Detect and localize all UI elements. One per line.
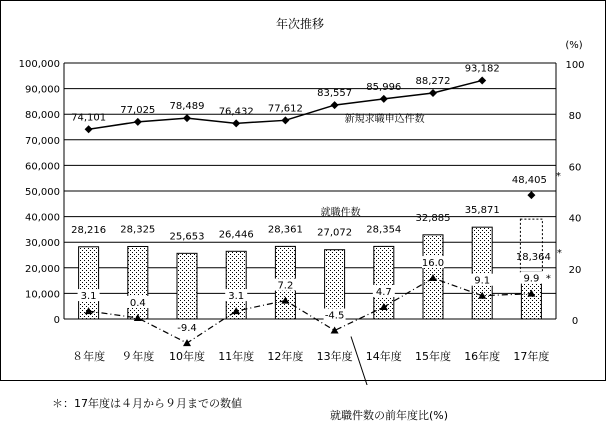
category-label: ９年度 <box>121 350 155 363</box>
bar-value-label: 28,325 <box>120 224 156 236</box>
line-series-name: 新規求職申込件数 <box>344 113 425 125</box>
right-axis-tick-label: 0 <box>571 316 579 327</box>
category-label: 16年度 <box>464 350 501 363</box>
line-value-label: 77,025 <box>120 104 156 116</box>
line-point-marker <box>380 95 388 103</box>
category-label: 13年度 <box>316 350 353 363</box>
right-axis-tick-label: 100 <box>565 60 585 71</box>
bar-value-label: 26,446 <box>218 229 254 241</box>
line-value-label: 77,612 <box>267 103 303 115</box>
line-value-label: 85,996 <box>366 81 402 93</box>
ratio-value-label: 3.1 <box>80 291 97 303</box>
left-axis-tick-label: 40,000 <box>25 212 60 224</box>
line-point-marker <box>478 76 486 84</box>
bar-value-label: 35,871 <box>464 205 500 217</box>
line-value-label: 76,432 <box>218 106 254 118</box>
bar-value-label: 18,364 <box>515 251 551 263</box>
bar <box>177 253 197 319</box>
bar <box>472 227 492 319</box>
bar-value-label: 28,216 <box>71 224 107 236</box>
bar-value-label: 32,885 <box>415 212 451 224</box>
ratio-value-label: 4.7 <box>375 286 392 298</box>
right-axis-unit: (%) <box>565 40 583 51</box>
category-label: ８年度 <box>72 350 106 363</box>
ratio-point-marker <box>183 339 191 346</box>
line-point-marker <box>527 191 535 199</box>
bar-value-mark: * <box>556 247 562 259</box>
line-point-marker <box>183 114 191 122</box>
ratio-value-label: 7.2 <box>277 280 294 292</box>
ratio-point-marker <box>331 327 339 334</box>
callout-label: 就職件数の前年度比(%) <box>330 409 449 422</box>
ratio-value-label: 3.1 <box>228 291 245 303</box>
chart-title: 年次推移 <box>275 17 325 31</box>
line-point-marker <box>281 116 289 124</box>
category-label: 14年度 <box>365 350 402 363</box>
left-axis-tick-label: 10,000 <box>25 289 60 301</box>
left-axis-tick-label: 70,000 <box>25 135 60 147</box>
bar-value-label: 27,072 <box>317 227 353 239</box>
bar-series-name: 就職件数 <box>320 207 361 219</box>
category-label: 12年度 <box>267 350 304 363</box>
ratio-value-label: 16.0 <box>421 258 445 270</box>
line-value-label: 88,272 <box>415 76 451 88</box>
ratio-value-label: -4.5 <box>324 310 345 322</box>
bar-outline-dotted <box>520 219 542 272</box>
line-value-label: 93,182 <box>464 63 500 75</box>
right-axis-tick-label: 20 <box>568 264 582 276</box>
ratio-value-mark: * <box>545 273 551 285</box>
left-axis-tick-label: 100,000 <box>18 59 60 70</box>
bar-value-label: 28,354 <box>366 224 402 236</box>
line-yoy-ratio <box>89 275 532 343</box>
left-axis-tick-label: 30,000 <box>25 238 60 250</box>
line-value-label: 74,101 <box>71 112 107 124</box>
left-axis-tick-label: 20,000 <box>25 263 60 275</box>
line-value-label: 78,489 <box>169 101 205 113</box>
left-axis-tick-label: 90,000 <box>25 84 60 96</box>
ratio-value-label: 0.4 <box>129 297 146 309</box>
category-label: 10年度 <box>169 350 205 363</box>
category-label: 11年度 <box>218 350 255 363</box>
left-axis-tick-label: 50,000 <box>25 187 60 198</box>
right-axis-tick-label: 60 <box>568 162 582 174</box>
line-value-label: 83,557 <box>317 88 353 100</box>
bar-value-label: 28,361 <box>267 224 303 236</box>
line-point-marker <box>134 118 142 126</box>
line-point-marker <box>232 119 240 127</box>
line-point-marker <box>429 89 437 97</box>
ratio-value-label: 9.1 <box>474 275 491 287</box>
line-point-marker <box>85 125 93 133</box>
bar-value-label: 25,653 <box>169 231 205 243</box>
left-axis-tick-label: 0 <box>53 315 60 326</box>
category-label: 17年度 <box>513 350 550 363</box>
category-label: 15年度 <box>415 350 451 363</box>
left-axis-tick-label: 80,000 <box>25 110 60 122</box>
ratio-value-label: 9.9 <box>523 273 540 285</box>
right-axis-tick-label: 80 <box>568 111 582 123</box>
left-axis-tick-label: 60,000 <box>25 161 60 173</box>
line-point-marker <box>331 101 339 109</box>
ratio-value-label: -9.4 <box>177 323 197 335</box>
line-value-mark: * <box>555 171 561 183</box>
line-value-label: 48,405 <box>511 175 547 187</box>
right-axis-tick-label: 40 <box>568 213 582 225</box>
footnote: ＊：17年度は４月から９月までの数値 <box>52 397 242 410</box>
